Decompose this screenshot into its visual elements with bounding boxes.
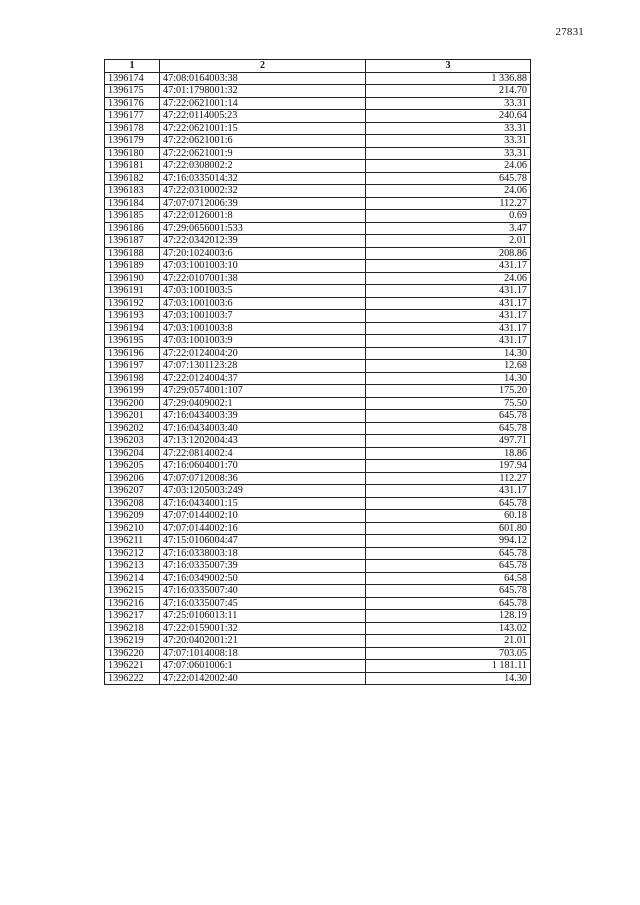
cadastral-number-cell: 47:22:0159001:32 xyxy=(160,622,366,635)
value-cell: 60.18 xyxy=(366,510,531,523)
table-row xyxy=(105,372,531,385)
cadastral-number-cell: 47:22:0621001:14 xyxy=(160,97,366,110)
table-row xyxy=(105,222,531,235)
table-row xyxy=(105,335,531,348)
table-row xyxy=(105,535,531,548)
row-number-cell: 1396212 xyxy=(105,547,160,560)
row-number-cell: 1396183 xyxy=(105,185,160,198)
cadastral-number-cell: 47:22:0126001:8 xyxy=(160,210,366,223)
row-number-cell: 1396200 xyxy=(105,397,160,410)
table-row xyxy=(105,247,531,260)
cadastral-number-cell: 47:03:1001003:5 xyxy=(160,285,366,298)
row-number-cell: 1396216 xyxy=(105,597,160,610)
value-cell: 0.69 xyxy=(366,210,531,223)
row-number-cell: 1396188 xyxy=(105,247,160,260)
cadastral-number-cell: 47:20:1024003:6 xyxy=(160,247,366,260)
cadastral-number-cell: 47:16:0335007:45 xyxy=(160,597,366,610)
table-row xyxy=(105,622,531,635)
table-row xyxy=(105,272,531,285)
table-row xyxy=(105,560,531,573)
value-cell: 197.94 xyxy=(366,460,531,473)
cadastral-number-cell: 47:07:0144002:16 xyxy=(160,522,366,535)
value-cell: 431.17 xyxy=(366,260,531,273)
cadastral-number-cell: 47:07:0712008:36 xyxy=(160,472,366,485)
value-cell: 431.17 xyxy=(366,285,531,298)
cadastral-number-cell: 47:16:0434003:39 xyxy=(160,410,366,423)
table-row xyxy=(105,610,531,623)
cadastral-number-cell: 47:08:0164003:38 xyxy=(160,72,366,85)
value-cell: 994.12 xyxy=(366,535,531,548)
table-row xyxy=(105,547,531,560)
value-cell: 24.06 xyxy=(366,185,531,198)
value-cell: 703.05 xyxy=(366,647,531,660)
column-header-2: 2 xyxy=(160,60,366,73)
table-row xyxy=(105,147,531,160)
row-number-cell: 1396194 xyxy=(105,322,160,335)
table-row xyxy=(105,647,531,660)
table-row xyxy=(105,185,531,198)
table-row xyxy=(105,210,531,223)
row-number-cell: 1396190 xyxy=(105,272,160,285)
cadastral-number-cell: 47:07:1014008:18 xyxy=(160,647,366,660)
value-cell: 431.17 xyxy=(366,485,531,498)
cadastral-number-cell: 47:03:1001003:6 xyxy=(160,297,366,310)
cadastral-number-cell: 47:16:0604001:70 xyxy=(160,460,366,473)
cadastral-number-cell: 47:03:1205003:249 xyxy=(160,485,366,498)
cadastral-number-cell: 47:22:0124004:37 xyxy=(160,372,366,385)
value-cell: 645.78 xyxy=(366,585,531,598)
registry-table xyxy=(104,59,531,685)
value-cell: 64.58 xyxy=(366,572,531,585)
cadastral-number-cell: 47:13:1202004:43 xyxy=(160,435,366,448)
table-row xyxy=(105,297,531,310)
cadastral-number-cell: 47:16:0349002:50 xyxy=(160,572,366,585)
value-cell: 33.31 xyxy=(366,147,531,160)
row-number-cell: 1396211 xyxy=(105,535,160,548)
row-number-cell: 1396204 xyxy=(105,447,160,460)
value-cell: 645.78 xyxy=(366,497,531,510)
table-row xyxy=(105,72,531,85)
value-cell: 214.70 xyxy=(366,85,531,98)
table-row xyxy=(105,360,531,373)
column-header-1: 1 xyxy=(105,60,160,73)
table-row xyxy=(105,160,531,173)
cadastral-number-cell: 47:20:0402001:21 xyxy=(160,635,366,648)
value-cell: 1 336.88 xyxy=(366,72,531,85)
cadastral-number-cell: 47:22:0621001:6 xyxy=(160,135,366,148)
value-cell: 645.78 xyxy=(366,410,531,423)
row-number-cell: 1396206 xyxy=(105,472,160,485)
value-cell: 431.17 xyxy=(366,297,531,310)
row-number-cell: 1396178 xyxy=(105,122,160,135)
table-row xyxy=(105,460,531,473)
value-cell: 21.01 xyxy=(366,635,531,648)
table-row xyxy=(105,385,531,398)
cadastral-number-cell: 47:29:0656001:533 xyxy=(160,222,366,235)
value-cell: 431.17 xyxy=(366,310,531,323)
value-cell: 645.78 xyxy=(366,547,531,560)
row-number-cell: 1396199 xyxy=(105,385,160,398)
cadastral-number-cell: 47:07:0144002:10 xyxy=(160,510,366,523)
row-number-cell: 1396222 xyxy=(105,672,160,685)
table-row xyxy=(105,235,531,248)
row-number-cell: 1396180 xyxy=(105,147,160,160)
row-number-cell: 1396208 xyxy=(105,497,160,510)
value-cell: 601.80 xyxy=(366,522,531,535)
cadastral-number-cell: 47:22:0621001:9 xyxy=(160,147,366,160)
value-cell: 33.31 xyxy=(366,135,531,148)
cadastral-number-cell: 47:25:0106013:11 xyxy=(160,610,366,623)
cadastral-number-cell: 47:29:0574001:107 xyxy=(160,385,366,398)
table-row xyxy=(105,322,531,335)
row-number-cell: 1396191 xyxy=(105,285,160,298)
table-row xyxy=(105,597,531,610)
row-number-cell: 1396187 xyxy=(105,235,160,248)
cadastral-number-cell: 47:22:0310002:32 xyxy=(160,185,366,198)
table-row xyxy=(105,347,531,360)
table-row xyxy=(105,635,531,648)
table-row xyxy=(105,585,531,598)
row-number-cell: 1396193 xyxy=(105,310,160,323)
cadastral-number-cell: 47:16:0335007:39 xyxy=(160,560,366,573)
row-number-cell: 1396182 xyxy=(105,172,160,185)
table-row xyxy=(105,485,531,498)
value-cell: 431.17 xyxy=(366,322,531,335)
table-row xyxy=(105,397,531,410)
cadastral-number-cell: 47:22:0107001:38 xyxy=(160,272,366,285)
value-cell: 33.31 xyxy=(366,122,531,135)
row-number-cell: 1396175 xyxy=(105,85,160,98)
row-number-cell: 1396201 xyxy=(105,410,160,423)
value-cell: 75.50 xyxy=(366,397,531,410)
value-cell: 33.31 xyxy=(366,97,531,110)
table-row xyxy=(105,435,531,448)
table-row xyxy=(105,85,531,98)
row-number-cell: 1396185 xyxy=(105,210,160,223)
row-number-cell: 1396179 xyxy=(105,135,160,148)
row-number-cell: 1396215 xyxy=(105,585,160,598)
row-number-cell: 1396210 xyxy=(105,522,160,535)
row-number-cell: 1396221 xyxy=(105,660,160,673)
table-header xyxy=(105,60,531,73)
table-row xyxy=(105,447,531,460)
value-cell: 14.30 xyxy=(366,372,531,385)
cadastral-number-cell: 47:22:0308002:2 xyxy=(160,160,366,173)
cadastral-number-cell: 47:22:0342012:39 xyxy=(160,235,366,248)
value-cell: 645.78 xyxy=(366,172,531,185)
row-number-cell: 1396181 xyxy=(105,160,160,173)
row-number-cell: 1396214 xyxy=(105,572,160,585)
cadastral-number-cell: 47:07:1301123:28 xyxy=(160,360,366,373)
table-row xyxy=(105,310,531,323)
row-number-cell: 1396195 xyxy=(105,335,160,348)
table-row xyxy=(105,97,531,110)
row-number-cell: 1396219 xyxy=(105,635,160,648)
cadastral-number-cell: 47:16:0338003:18 xyxy=(160,547,366,560)
cadastral-number-cell: 47:03:1001003:7 xyxy=(160,310,366,323)
value-cell: 208.86 xyxy=(366,247,531,260)
table-row xyxy=(105,135,531,148)
row-number-cell: 1396197 xyxy=(105,360,160,373)
column-header-3: 3 xyxy=(366,60,531,73)
cadastral-number-cell: 47:29:0409002:1 xyxy=(160,397,366,410)
row-number-cell: 1396213 xyxy=(105,560,160,573)
row-number-cell: 1396220 xyxy=(105,647,160,660)
row-number-cell: 1396177 xyxy=(105,110,160,123)
table-row xyxy=(105,122,531,135)
value-cell: 645.78 xyxy=(366,597,531,610)
cadastral-number-cell: 47:07:0601006:1 xyxy=(160,660,366,673)
cadastral-number-cell: 47:15:0106004:47 xyxy=(160,535,366,548)
table-row xyxy=(105,672,531,685)
cadastral-number-cell: 47:01:1798001:32 xyxy=(160,85,366,98)
row-number-cell: 1396174 xyxy=(105,72,160,85)
row-number-cell: 1396218 xyxy=(105,622,160,635)
cadastral-number-cell: 47:22:0124004:20 xyxy=(160,347,366,360)
table-row xyxy=(105,110,531,123)
value-cell: 14.30 xyxy=(366,672,531,685)
value-cell: 18.86 xyxy=(366,447,531,460)
cadastral-number-cell: 47:22:0814002:4 xyxy=(160,447,366,460)
row-number-cell: 1396192 xyxy=(105,297,160,310)
value-cell: 14.30 xyxy=(366,347,531,360)
table-row xyxy=(105,472,531,485)
cadastral-number-cell: 47:16:0335007:40 xyxy=(160,585,366,598)
table-row xyxy=(105,410,531,423)
value-cell: 24.06 xyxy=(366,160,531,173)
value-cell: 497.71 xyxy=(366,435,531,448)
page-number: 27831 xyxy=(555,26,584,38)
table-row xyxy=(105,285,531,298)
value-cell: 24.06 xyxy=(366,272,531,285)
header-row xyxy=(105,60,531,73)
cadastral-number-cell: 47:22:0621001:15 xyxy=(160,122,366,135)
cadastral-number-cell: 47:03:1001003:10 xyxy=(160,260,366,273)
table-row xyxy=(105,172,531,185)
value-cell: 2.01 xyxy=(366,235,531,248)
value-cell: 175.20 xyxy=(366,385,531,398)
table-body xyxy=(105,72,531,685)
value-cell: 128.19 xyxy=(366,610,531,623)
row-number-cell: 1396203 xyxy=(105,435,160,448)
table-row xyxy=(105,260,531,273)
table-row xyxy=(105,660,531,673)
value-cell: 240.64 xyxy=(366,110,531,123)
row-number-cell: 1396202 xyxy=(105,422,160,435)
row-number-cell: 1396184 xyxy=(105,197,160,210)
row-number-cell: 1396196 xyxy=(105,347,160,360)
row-number-cell: 1396207 xyxy=(105,485,160,498)
table-row xyxy=(105,510,531,523)
value-cell: 1 181.11 xyxy=(366,660,531,673)
table-row xyxy=(105,522,531,535)
row-number-cell: 1396189 xyxy=(105,260,160,273)
value-cell: 12.68 xyxy=(366,360,531,373)
value-cell: 3.47 xyxy=(366,222,531,235)
cadastral-number-cell: 47:16:0434001:15 xyxy=(160,497,366,510)
row-number-cell: 1396209 xyxy=(105,510,160,523)
row-number-cell: 1396186 xyxy=(105,222,160,235)
value-cell: 112.27 xyxy=(366,472,531,485)
cadastral-number-cell: 47:16:0434003:40 xyxy=(160,422,366,435)
value-cell: 645.78 xyxy=(366,560,531,573)
table-row xyxy=(105,497,531,510)
table-row xyxy=(105,422,531,435)
cadastral-number-cell: 47:03:1001003:8 xyxy=(160,322,366,335)
table-row xyxy=(105,572,531,585)
row-number-cell: 1396198 xyxy=(105,372,160,385)
row-number-cell: 1396176 xyxy=(105,97,160,110)
row-number-cell: 1396217 xyxy=(105,610,160,623)
value-cell: 431.17 xyxy=(366,335,531,348)
value-cell: 112.27 xyxy=(366,197,531,210)
cadastral-number-cell: 47:22:0142002:40 xyxy=(160,672,366,685)
cadastral-number-cell: 47:16:0335014:32 xyxy=(160,172,366,185)
cadastral-number-cell: 47:22:0114005:23 xyxy=(160,110,366,123)
value-cell: 143.02 xyxy=(366,622,531,635)
table-row xyxy=(105,197,531,210)
row-number-cell: 1396205 xyxy=(105,460,160,473)
cadastral-number-cell: 47:03:1001003:9 xyxy=(160,335,366,348)
cadastral-number-cell: 47:07:0712006:39 xyxy=(160,197,366,210)
value-cell: 645.78 xyxy=(366,422,531,435)
